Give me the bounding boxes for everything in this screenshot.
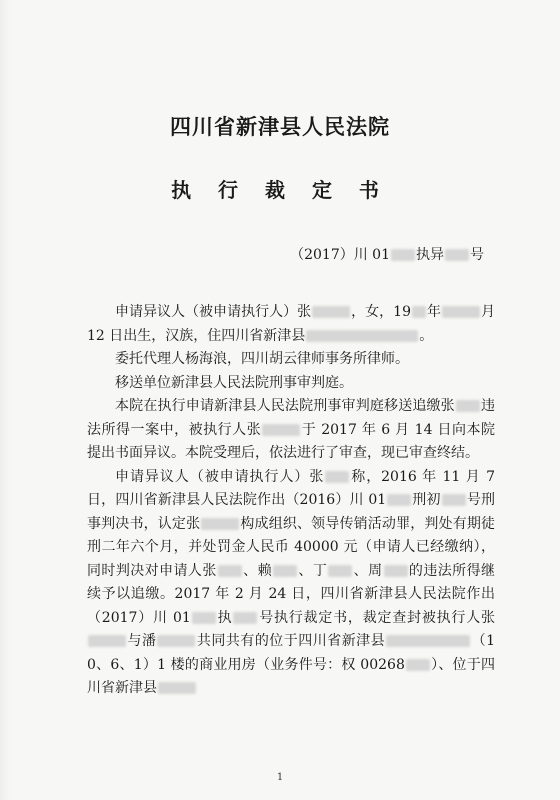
redaction (456, 400, 480, 412)
redaction (88, 635, 126, 647)
document-title: 执 行 裁 定 书 (171, 178, 389, 202)
text-segment: 构成组织、领导传销活动罪，判处有期徒刑二年六个月，并处罚金人民币 40000 元（申请人已经缴纳），同时判决对申请人张 (87, 515, 496, 579)
paragraph-agent: 委托代理人杨海浪，四川胡云律师事务所律师。 (115, 351, 409, 367)
redaction (157, 635, 195, 647)
text-segment: 于 2017 年 6 月 14 日向本院提出书面异议。本院受理后，依法进行了审查，现已审查终结。 (87, 421, 495, 461)
page-number: 1 (276, 772, 284, 783)
text-segment: 本院在执行申请新津县人民法院刑事审判庭移送追缴张 (115, 398, 455, 414)
text-segment: 共同共有的位于四川省新津县 (196, 633, 386, 649)
redaction (387, 494, 411, 506)
text-segment: ，女，19 (351, 304, 411, 320)
text-segment: 执 (216, 609, 233, 626)
text-segment: 、丁 (298, 562, 328, 579)
redaction (442, 306, 480, 318)
text-segment: 的违法所得继续予以追缴。2017 年 2 月 24 日，四川省新津县人民法院作出（2017）川 01 (87, 562, 495, 626)
redaction (445, 249, 469, 261)
paragraph-transfer-unit: 移送单位新津县人民法院刑事审判庭。 (115, 374, 353, 391)
text-segment: 月 12 日出生，汉族，住四川省新津县 (87, 304, 496, 344)
redaction (412, 306, 426, 318)
text-segment: 、周 (353, 562, 383, 579)
redaction (218, 565, 242, 577)
text-segment: ）、位于四川省新津县 (87, 656, 495, 696)
redaction (391, 249, 415, 261)
case-number (290, 244, 484, 264)
text-segment: （10、6、1）1 楼的商业用房（业务件号：权 00268 (87, 633, 496, 673)
redaction (406, 659, 430, 671)
redaction (262, 424, 300, 436)
text-segment: 申请异议人（被申请执行人）张 (115, 468, 325, 485)
paragraph-applicant: 申请异议人（被申请执行人）张 ，女，19 年 月 12 日出生，汉族，住四川省新津县 。 (87, 304, 496, 344)
redaction (306, 330, 418, 342)
redaction (312, 306, 350, 318)
document-body (87, 301, 495, 701)
case-number-suffix: 号 (470, 247, 484, 263)
text-segment: 与潘 (127, 633, 157, 649)
redaction (201, 518, 239, 530)
redaction (273, 565, 297, 577)
redaction (233, 612, 257, 624)
redaction (158, 682, 196, 694)
text-segment: 违法所得一案中，被执行人张 (87, 398, 496, 438)
redaction (192, 612, 216, 624)
text-segment: 刑初 (412, 492, 441, 508)
redaction (328, 565, 352, 577)
text-segment: 年 (426, 304, 442, 320)
case-number-middle: 执异 (416, 247, 444, 263)
text-segment: 号刑事判决书，认定张 (87, 492, 495, 532)
text-segment: 号执行裁定书，裁定查封被执行人张 (258, 609, 495, 626)
redaction (384, 565, 408, 577)
redaction (442, 494, 466, 506)
redaction (386, 635, 470, 647)
text-segment: 称，2016 年 11 月 7 日，四川省新津县人民法院作出（2016）川 01 (87, 468, 495, 508)
text-segment: 、赖 (242, 562, 272, 579)
paragraph-case-summary (87, 395, 495, 466)
paragraph-objection (87, 466, 495, 701)
redaction (325, 471, 349, 483)
case-number-prefix: （2017）川 01 (290, 247, 390, 263)
text-segment: 申请异议人（被申请执行人）张 (115, 304, 312, 320)
court-name: 四川省新津县人民法院 (170, 114, 390, 139)
